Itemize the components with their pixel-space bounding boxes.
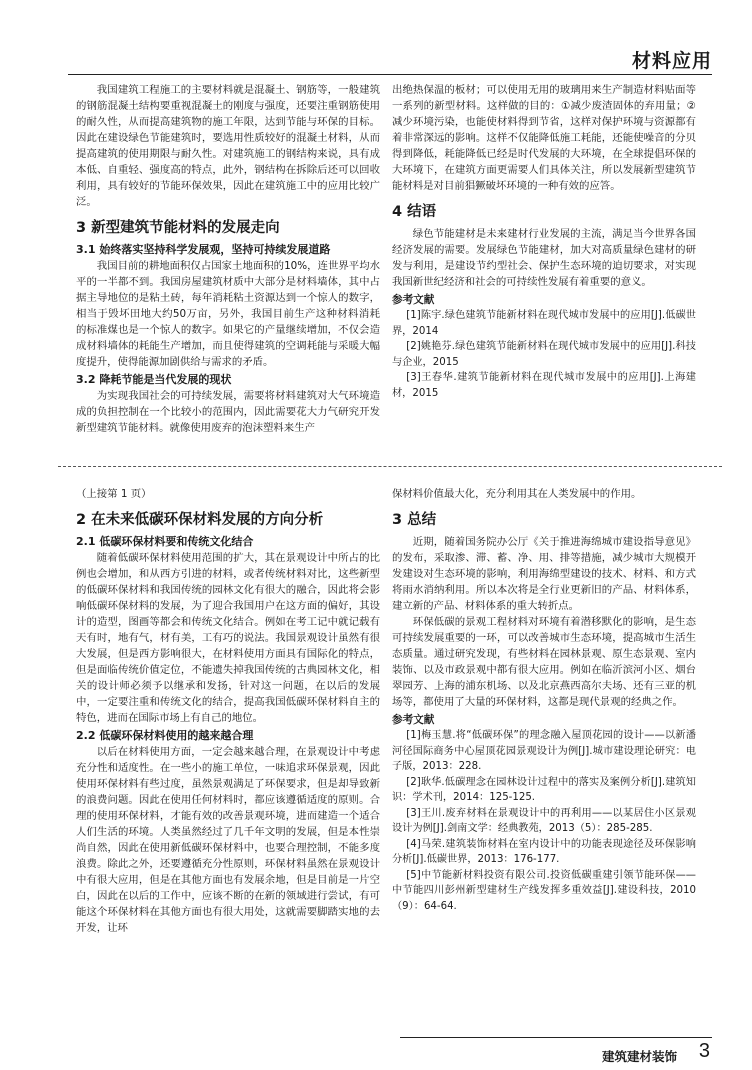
- subsection-heading: 3.2 降耗节能是当代发展的现状: [76, 373, 232, 386]
- article-divider: [58, 466, 722, 467]
- section-heading: 4 结语: [392, 204, 437, 220]
- reference-item: [3]王川.废弃材料在景观设计中的再利用——以某居住小区景观设计为例[J].剑南文学：经典教苑，2013（5）：285-285.: [392, 807, 696, 834]
- paragraph: 为实现我国社会的可持续发展，需要将材料建筑对大气环境造成的负担控制在一个比较小的范围内，因此需要花大力气研究开发新型建筑节能材料。就像使用废弃的泡沫塑料来生产: [76, 390, 380, 434]
- continuation-note: （上接第 1 页）: [76, 488, 152, 500]
- page-number: 3: [698, 1040, 710, 1062]
- lower-left-column: [76, 486, 380, 1038]
- paragraph: 以后在材料使用方面，一定会越来越合理，在景观设计中考虑充分性和适度性。在一些小的施工单位，一味追求环保景观，因此使用环保材料有些过度，虽然景观满足了环保要求，但是却导致新的浪费问题。因此在使用任何材料时，都应该遵循适度的原则。合理的使用环保材料，才能有效的改善景观环境，进而建造一个适合人们生活的环境。人类虽然经过了几千年文明的发展，但是本性崇尚自然，因此在使用新低碳环保材料中，也要合理控制，不能多度浪费。除此之外，还要遵循充分性原则，环保材料虽然在景观设计中有很大应用，但是在其他方面也有发展余地，但是目前是一片空白，因此在以后的工作中，应该不断的在新的领域进行尝试，有可能这个环保材料在其他方面也有很大用处，这就需要脚踏实地的去开发，让环: [76, 746, 380, 934]
- paragraph: 保材料价值最大化，充分利用其在人类发展中的作用。: [392, 488, 642, 500]
- footer-rule: [400, 1037, 712, 1038]
- reference-item: [3]王春华.建筑节能新材料在现代城市发展中的应用[J].上海建材，2015: [392, 372, 696, 399]
- subsection-heading: 3.1 始终落实坚持科学发展观，坚持可持续发展道路: [76, 243, 331, 256]
- references-heading: 参考文献: [392, 294, 435, 306]
- section-label: 材料应用: [631, 50, 712, 72]
- upper-left-column: [76, 82, 380, 457]
- section-heading: 2 在未来低碳环保材料发展的方向分析: [76, 512, 324, 528]
- reference-item: [5]中节能新材料投资有限公司.投资低碳重建引领节能环保——中节能四川彭州新型建材生产线发挥多重效益[J].建设科技，2010（9）：64-64.: [392, 869, 696, 912]
- reference-item: [2]耿华.低碳理念在园林设计过程中的落实及案例分析[J].建筑知识：学术刊，2014：125-125.: [392, 776, 696, 803]
- lower-right-column: [392, 486, 696, 1038]
- paragraph: 绿色节能建材是未来建材行业发展的主流，满足当今世界各国经济发展的需要。发展绿色节能建材，加大对高质量绿色建材的研发与利用，是建设节约型社会、保护生态环境的迫切要求，对实现我国新世纪经济和社会的可持续性发展有着重要的意义。: [392, 228, 696, 288]
- subsection-heading: 2.2 低碳环保材料使用的越来越合理: [76, 729, 254, 742]
- section-heading: 3 新型建筑节能材料的发展走向: [76, 220, 280, 236]
- subsection-heading: 2.1 低碳环保材料要和传统文化结合: [76, 535, 254, 548]
- paragraph: 随着低碳环保材料使用范围的扩大，其在景观设计中所占的比例也会增加，和从西方引进的材料，或者传统材料对比，这些新型的低碳环保材料和我国传统的园林文化有很大的融合，因此将会影响低碳环保材料的发展，为了迎合我国用户在这方面的偏好，其设计的造型，图画等都会和传统文化结合。例如在考工记中就记载有天有时，地有气，材有美，工有巧的说法。我国景观设计虽然有很大发展，但是西方影响很大，在材料使用方面具有国际化的特点，但是面临传统价值定位，不能遗失掉我国传统的古典园林文化，相关的设计师必须予以继承和发扬，针对这一问题，在以后的发展中，一定要注重和传统文化的结合，提高我国低碳环保材料自主的特色，进而在国际市场上有自己的地位。: [76, 552, 380, 724]
- paragraph: 环保低碳的景观工程材料对环境有着潜移默化的影响，是生态可持续发展重要的一环，可以改善城市生态环境，提高城市生活生态质量。通过研究发现，有些材料在园林景观、原生态景观、室内装饰、以及市政景观中都有很大应用。例如在临沂滨河小区、烟台翠园芳、上海的浦东机场、以及北京燕西高尔夫场、还有三亚的机场等，都使用了大量的环保材料，这都是现代景观的经典之作。: [392, 616, 696, 708]
- reference-item: [1]梅玉慧.将“低碳环保”的理念融入屋顶花园的设计——以新潘河径国际商务中心屋顶花园景观设计为例[J].城市建设理论研究：电子版，2013：228.: [392, 730, 696, 772]
- paragraph: 近期，随着国务院办公厅《关于推进海绵城市建设指导意见》的发布，采取渗、滞、蓄、净、用、排等措施，减少城市大规模开发建设对生态环境的影响，利用海绵型建设的技术、材料、和方式将雨水消纳利用。所以本次将是全行业更新旧的产品、材料体系，建立新的产品、材料体系的重大转折点。: [392, 536, 696, 612]
- references-heading: 参考文献: [392, 714, 435, 726]
- paragraph: 我国建筑工程施工的主要材料就是混凝土、钢筋等，一般建筑的钢筋混凝土结构要重视混凝土的刚度与强度，还要注重钢筋使用的耐久性，从而提高建筑物的施工年限，达到节能与环保的目标。因此在建设绿色节能建筑时，要选用性质较好的混凝土材料，从而提高建筑的使用期限与耐久性。对建筑施工的钢结构来说，具有成本低、自重轻、强度高的特点，此外，钢结构在拆除后还可以回收利用，具有较好的节能环保效果，因此在建筑施工中的应用比较广泛。: [76, 84, 380, 208]
- journal-title: 建筑建材装饰: [601, 1049, 677, 1064]
- reference-item: [4]马荣.建筑装饰材料在室内设计中的功能表现途径及环保影响分析[J].低碳世界，2013：176-177.: [392, 838, 696, 865]
- paragraph: 我国目前的耕地面积仅占国家土地面积的10%，连世界平均水平的一半都不到。我国房屋建筑材质中大部分是材料墙体，其中占据主导地位的是粘土砖，每年消耗粘土资源达到一个惊人的数字，相当于毁坏田地大约50万亩，另外，我国目前生产这种材料消耗的标准煤也是一个惊人的数字。如果它的产量继续增加，不仅会造成材料墙体的耗能生产增加，而且使得建筑的空调耗能与采暖大幅度提升，使得能源加剧供给与需求的矛盾。: [76, 260, 380, 368]
- upper-right-column: [392, 82, 696, 457]
- paragraph: 出绝热保温的板材；可以使用无用的玻璃用来生产制造材料贴面等一系列的新型材料。这样做的目的：①减少废渣固体的弃用量；②减少环境污染，也能使材料得到节省，这样对保护环境与资源都有着非常深远的影响。这样不仅能降低施工耗能，还能使噪音的分贝得到降低，耗能降低已经是时代发展的大环境，在全球提倡环保的大环境下，在建筑方面更需要人们具体关注，所以发展新型建筑节能材料是对目前猖獗破坏环境的一种有效的应答。: [392, 84, 696, 192]
- section-heading: 3 总结: [392, 512, 437, 528]
- reference-item: [1]陈宇.绿色建筑节能新材料在现代城市发展中的应用[J].低碳世界，2014: [392, 310, 696, 337]
- header-rule: [68, 74, 712, 75]
- reference-item: [2]姚艳芬.绿色建筑节能新材料在现代城市发展中的应用[J].科技与企业，2015: [392, 341, 696, 368]
